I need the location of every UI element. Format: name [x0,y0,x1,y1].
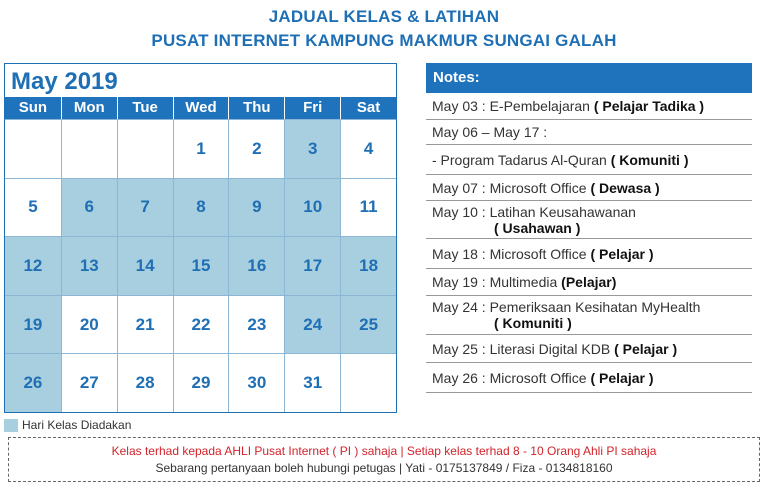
notes-list [426,93,752,393]
calendar-day: 31 [284,353,340,412]
footer-notice [8,437,760,482]
note-item [426,363,752,393]
note-item [426,335,752,363]
calendar-day: 29 [173,353,229,412]
weekday-header-row [5,97,396,119]
weekday-tue: Tue [117,97,173,119]
note-item [426,269,752,296]
calendar-day: 16 [228,236,284,295]
calendar-empty-cell [340,353,396,412]
note-text: May 06 – May 17 : [432,124,548,140]
calendar-day: 2 [228,119,284,178]
calendar-day: 15 [173,236,229,295]
calendar-day: 28 [117,353,173,412]
calendar-empty-cell [5,119,61,178]
note-text: May 18 : Microsoft Office [432,245,587,262]
note-item [426,239,752,269]
calendar-day: 22 [173,295,229,354]
calendar-day: 3 [284,119,340,178]
calendar-empty-cell [117,119,173,178]
calendar-empty-cell [61,119,117,178]
weekday-sat: Sat [340,97,396,119]
note-text: - Program Tadarus Al-Quran [432,151,607,168]
note-item [426,201,752,239]
legend [4,418,131,432]
legend-swatch [4,419,18,432]
note-audience: ( Komuniti ) [610,151,689,168]
calendar-day: 19 [5,295,61,354]
calendar-day: 7 [117,178,173,237]
calendar-day: 18 [340,236,396,295]
note-item [426,175,752,201]
calendar-days-grid [5,119,396,412]
note-item [426,120,752,145]
calendar-day: 14 [117,236,173,295]
calendar-day: 20 [61,295,117,354]
calendar-day: 24 [284,295,340,354]
note-audience: ( Pelajar Tadika ) [593,98,705,114]
notes-title: Notes: [426,63,752,93]
calendar-month-title: May 2019 [11,68,118,95]
footer-restriction-text: Kelas terhad kepada AHLI Pusat Internet ( PI ) sahaja | Setiap kelas terhad 8 - 10 Orang Ahli PI sahaja [111,444,657,458]
weekday-mon: Mon [61,97,117,119]
calendar-day: 4 [340,119,396,178]
calendar-day: 6 [61,178,117,237]
calendar-day: 21 [117,295,173,354]
note-text: May 10 : Latihan Keusahawanan [432,203,636,220]
calendar-day: 17 [284,236,340,295]
note-text: May 03 : E-Pembelajaran [432,98,590,114]
footer-contact-text: Sebarang pertanyaan boleh hubungi petugas | Yati - 0175137849 / Fiza - 0134818160 [155,461,613,475]
calendar [4,63,397,413]
note-text: May 26 : Microsoft Office [432,369,587,386]
note-audience: ( Usahawan ) [494,219,581,236]
note-audience: ( Pelajar ) [614,340,678,357]
calendar-day: 13 [61,236,117,295]
weekday-thu: Thu [228,97,284,119]
note-text: May 19 : Multimedia [432,274,558,290]
note-item [426,296,752,335]
note-text: May 25 : Literasi Digital KDB [432,340,611,357]
calendar-day: 11 [340,178,396,237]
calendar-day: 27 [61,353,117,412]
note-audience: ( Dewasa ) [590,179,660,196]
calendar-day: 25 [340,295,396,354]
notes-panel [426,63,752,393]
calendar-day: 10 [284,178,340,237]
calendar-day: 12 [5,236,61,295]
note-audience: ( Pelajar ) [590,245,654,262]
calendar-day: 23 [228,295,284,354]
calendar-day: 5 [5,178,61,237]
note-text: May 24 : Pemeriksaan Kesihatan MyHealth [432,299,701,315]
note-audience: ( Komuniti ) [494,315,572,331]
weekday-fri: Fri [284,97,340,119]
note-item [426,93,752,120]
note-item [426,145,752,175]
note-text: May 07 : Microsoft Office [432,179,587,196]
page-subtitle: PUSAT INTERNET KAMPUNG MAKMUR SUNGAI GALAH [151,31,617,50]
note-audience: (Pelajar) [561,274,617,290]
calendar-day: 30 [228,353,284,412]
page-title: JADUAL KELAS & LATIHAN [268,7,500,26]
calendar-day: 8 [173,178,229,237]
note-audience: ( Pelajar ) [590,369,654,386]
legend-label: Hari Kelas Diadakan [22,418,132,432]
calendar-day: 26 [5,353,61,412]
weekday-wed: Wed [173,97,229,119]
weekday-sun: Sun [18,99,48,116]
calendar-day: 1 [173,119,229,178]
calendar-day: 9 [228,178,284,237]
